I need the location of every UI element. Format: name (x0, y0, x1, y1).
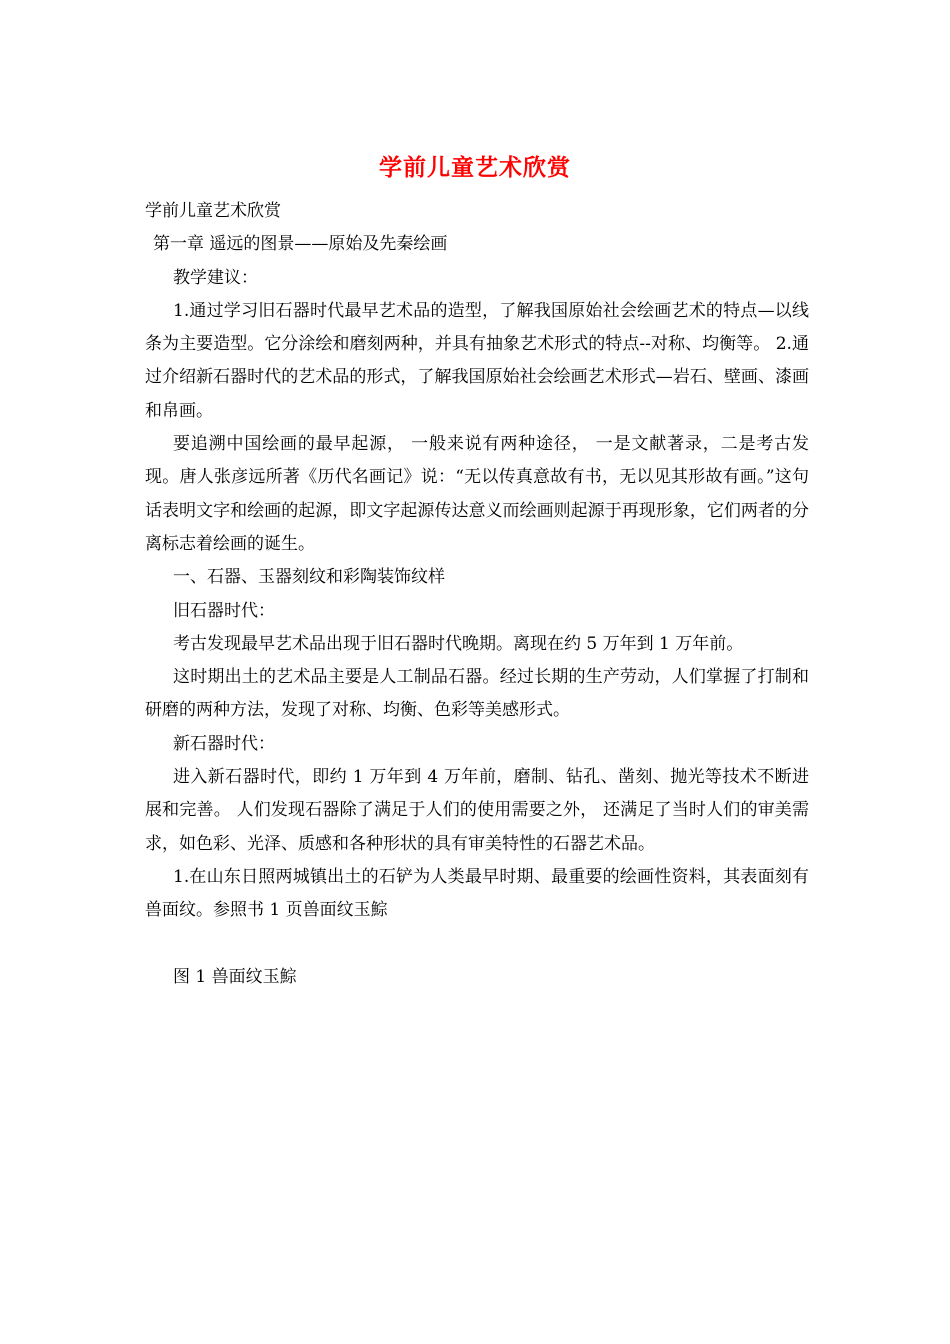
spacer (145, 928, 809, 961)
neolithic-label: 新石器时代： (173, 733, 275, 754)
paleolithic-paragraph-1: 考古发现最早艺术品出现于旧石器时代晚期。离现在约 5 万年到 1 万年前。 (173, 633, 744, 654)
origin-paragraph: 要追溯中国绘画的最早起源， 一般来说有两种途径， 一是文献著录，二是考古发现。唐人张彦远所著《历代名画记》说：“无以传真意故有书，无以见其形故有画。”这句话表明文字和绘画的起源，即文字起源传达意义而绘画则起源于再现形象，它们两者的分离标志着绘画的诞生。 (145, 434, 809, 554)
suggestion-paragraph: 1.通过学习旧石器时代最早艺术品的造型，了解我国原始社会绘画艺术的特点—以线条为主要造型。它分涂绘和磨刻两种，并具有抽象艺术形式的特点--对称、均衡等。 2.通过介绍新石器时代的艺术品的形式，了解我国原始社会绘画艺术形式—岩石、壁画、漆画和帛画。 (145, 300, 809, 421)
paleolithic-paragraph-2: 这时期出土的艺术品主要是人工制品石器。经过长期的生产劳动，人们掌握了打制和研磨的两种方法，发现了对称、均衡、色彩等美感形式。 (145, 667, 809, 721)
section-heading: 一、石器、玉器刻纹和彩陶装饰纹样 (173, 567, 445, 588)
paleolithic-label: 旧石器时代： (173, 600, 275, 621)
document-body (145, 195, 809, 994)
chapter-heading: 第一章 遥远的图景——原始及先秦绘画 (153, 234, 448, 255)
document-title: 学前儿童艺术欣赏 (379, 154, 571, 181)
neolithic-paragraph: 进入新石器时代，即约 1 万年到 4 万年前，磨制、钻孔、凿刻、抛光等技术不断进展和完善。 人们发现石器除了满足于人们的使用需要之外， 还满足了当时人们的审美需求，如色彩、光泽、质感和各种形状的具有审美特性的石器艺术品。 (145, 767, 809, 854)
figure-caption: 图 1 兽面纹玉鯮 (173, 966, 297, 987)
item-paragraph: 1.在山东日照两城镇出土的石铲为人类最早时期、最重要的绘画性资料，其表面刻有兽面纹。参照书 1 页兽面纹玉鯮 (145, 866, 809, 921)
teaching-label: 教学建议： (173, 267, 258, 288)
subtitle: 学前儿童艺术欣赏 (145, 201, 281, 221)
